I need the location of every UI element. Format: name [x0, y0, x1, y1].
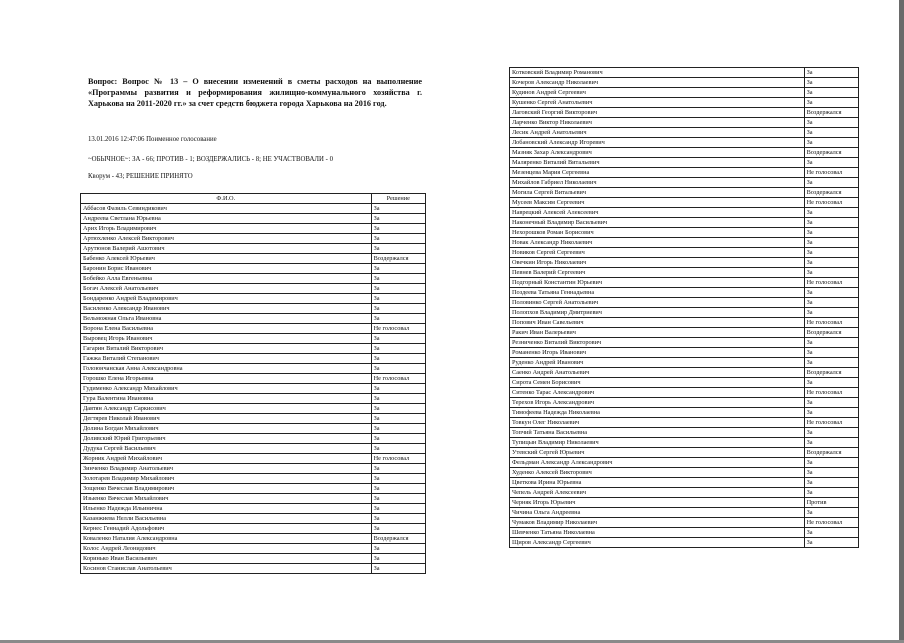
deputy-name: Цветкова Ирина Юрьевна [510, 478, 805, 488]
quorum-result: Кворум - 43; РЕШЕНИЕ ПРИНЯТО [88, 173, 193, 180]
table-row [81, 374, 426, 384]
vote-decision: Воздержался [371, 534, 425, 544]
table-row [81, 424, 426, 434]
table-row [510, 318, 859, 328]
deputy-name: Артюхленко Алексей Викторович [81, 234, 372, 244]
table-row [81, 484, 426, 494]
vote-decision: За [804, 68, 858, 78]
deputy-name: Арих Игорь Владимирович [81, 224, 372, 234]
deputy-name: Романенко Игорь Иванович [510, 348, 805, 358]
deputy-name: Саенко Андрей Анатольевич [510, 368, 805, 378]
deputy-name: Долина Богдан Михайлович [81, 424, 372, 434]
vote-decision: За [804, 428, 858, 438]
deputy-name: Мезенцева Мария Сергеевна [510, 168, 805, 178]
table-row [510, 358, 859, 368]
table-row [81, 324, 426, 334]
vote-decision: За [804, 118, 858, 128]
vote-decision: За [804, 88, 858, 98]
deputy-name: Гажжа Виталий Степанович [81, 354, 372, 364]
deputy-name: Гагарин Виталий Викторович [81, 344, 372, 354]
header-vote: Решение [371, 194, 425, 204]
vote-decision: За [371, 554, 425, 564]
vote-decision: За [371, 334, 425, 344]
deputy-name: Кудинов Андрей Сергеевич [510, 88, 805, 98]
table-row [510, 338, 859, 348]
table-row [510, 348, 859, 358]
deputy-name: Руденко Андрей Иванович [510, 358, 805, 368]
vote-decision: За [804, 438, 858, 448]
deputy-name: Лобановский Александр Игоревич [510, 138, 805, 148]
table-row [510, 368, 859, 378]
vote-decision: За [804, 358, 858, 368]
vote-decision: За [804, 228, 858, 238]
table-row [510, 218, 859, 228]
vote-decision: Не голосовал [804, 388, 858, 398]
vote-decision: За [371, 434, 425, 444]
vote-decision: За [804, 508, 858, 518]
table-row [510, 458, 859, 468]
table-row [510, 178, 859, 188]
deputy-name: Певнев Валерий Сергеевич [510, 268, 805, 278]
table-row [81, 394, 426, 404]
table-row [510, 328, 859, 338]
table-row [510, 78, 859, 88]
deputy-name: Мусеев Максим Сергеевич [510, 198, 805, 208]
deputy-name: Коринько Иван Васильевич [81, 554, 372, 564]
vote-decision: За [371, 364, 425, 374]
deputy-name: Ракич Иван Валерьевич [510, 328, 805, 338]
vote-decision: За [371, 244, 425, 254]
deputy-name: Кернес Геннадий Адольфович [81, 524, 372, 534]
table-row [510, 228, 859, 238]
vote-decision: За [804, 258, 858, 268]
vote-decision: Воздержался [371, 254, 425, 264]
deputy-name: Зощенко Вячеслав Владимирович [81, 484, 372, 494]
table-row [510, 308, 859, 318]
deputy-name: Котковский Владимир Романович [510, 68, 805, 78]
table-row [81, 414, 426, 424]
vote-decision: За [371, 444, 425, 454]
table-row [510, 438, 859, 448]
vote-decision: За [804, 178, 858, 188]
deputy-name: Косинов Станислав Анатольевич [81, 564, 372, 574]
table-row [510, 248, 859, 258]
vote-decision: За [804, 218, 858, 228]
table-row [81, 434, 426, 444]
vote-decision: За [804, 308, 858, 318]
table-row [510, 298, 859, 308]
deputy-name: Чичина Ольга Андреевна [510, 508, 805, 518]
table-row [510, 188, 859, 198]
vote-decision: За [371, 314, 425, 324]
vote-decision: Не голосовал [804, 418, 858, 428]
table-row [81, 314, 426, 324]
deputy-name: Попович Иван Савельевич [510, 318, 805, 328]
vote-decision: За [804, 98, 858, 108]
table-row [510, 288, 859, 298]
deputy-name: Зинченко Владимир Анатольевич [81, 464, 372, 474]
table-row [81, 444, 426, 454]
deputy-name: Чепель Андрей Алексеевич [510, 488, 805, 498]
table-row [510, 508, 859, 518]
vote-decision: За [371, 474, 425, 484]
vote-decision: Не голосовал [804, 278, 858, 288]
deputy-name: Черняк Игорь Юрьевич [510, 498, 805, 508]
vote-decision: За [371, 214, 425, 224]
question-heading: Вопрос: Вопрос № 13 – О внесении изменений в сметы расходов на выполнение «Программы развития и реформирования жилищно-коммунального хозяйства г. Харькова на 2011-2020 гг.» за счет средств бюджета города Харькова на 2016 год. [88, 77, 422, 109]
deputy-name: Кушенко Сергей Анатольевич [510, 98, 805, 108]
vote-decision: За [371, 264, 425, 274]
vote-decision: За [371, 274, 425, 284]
table-row [81, 204, 426, 214]
table-header-row [81, 194, 426, 204]
vote-decision: Не голосовал [804, 168, 858, 178]
deputy-name: Бондаренко Андрей Владимирович [81, 294, 372, 304]
deputy-name: Подгорный Константин Юрьевич [510, 278, 805, 288]
deputy-name: Терехов Игорь Александрович [510, 398, 805, 408]
table-row [81, 464, 426, 474]
vote-decision: За [371, 464, 425, 474]
table-row [510, 408, 859, 418]
table-row [81, 284, 426, 294]
vote-decision: Воздержался [804, 148, 858, 158]
table-row [81, 494, 426, 504]
vote-decision: За [804, 408, 858, 418]
table-row [81, 524, 426, 534]
table-row [510, 428, 859, 438]
vote-decision: За [371, 224, 425, 234]
table-row [510, 148, 859, 158]
vote-decision: Воздержался [804, 108, 858, 118]
vote-decision: За [371, 354, 425, 364]
deputy-name: Утевский Сергей Юрьевич [510, 448, 805, 458]
table-row [510, 518, 859, 528]
deputy-name: Маляренко Виталий Витальевич [510, 158, 805, 168]
deputy-name: Михайлов Габриел Николаевич [510, 178, 805, 188]
table-row [81, 264, 426, 274]
deputy-name: Резниченко Виталий Викторович [510, 338, 805, 348]
deputy-name: Бабенко Алексей Юрьевич [81, 254, 372, 264]
table-row [510, 118, 859, 128]
vote-decision: За [804, 268, 858, 278]
deputy-name: Нехорошков Роман Борисович [510, 228, 805, 238]
deputy-name: Овечкин Игорь Николаевич [510, 258, 805, 268]
vote-decision: За [804, 398, 858, 408]
deputy-name: Товкун Олег Николаевич [510, 418, 805, 428]
table-row [510, 488, 859, 498]
table-row [81, 454, 426, 464]
table-row [510, 168, 859, 178]
vote-decision: За [371, 504, 425, 514]
deputy-name: Худенко Алексей Викторович [510, 468, 805, 478]
vote-decision: Воздержался [804, 448, 858, 458]
vote-decision: Против [804, 498, 858, 508]
deputy-name: Тимофеева Надежда Николаевна [510, 408, 805, 418]
table-row [81, 534, 426, 544]
vote-decision: За [804, 478, 858, 488]
deputy-name: Новиков Сергей Сергеевич [510, 248, 805, 258]
table-row [510, 278, 859, 288]
table-row [81, 354, 426, 364]
deputy-name: Лаговский Георгий Викторович [510, 108, 805, 118]
header-name: Ф.И.О. [81, 194, 372, 204]
vote-decision: За [371, 384, 425, 394]
vote-decision: За [371, 344, 425, 354]
table-row [81, 514, 426, 524]
vote-decision: За [804, 488, 858, 498]
deputy-name: Вельможная Ольга Ивановна [81, 314, 372, 324]
table-row [510, 158, 859, 168]
vote-decision: За [371, 424, 425, 434]
deputy-name: Ильенко Надежда Ильинична [81, 504, 372, 514]
table-row [81, 404, 426, 414]
deputy-name: Аббасов Фазиль Севиндикович [81, 204, 372, 214]
table-row [510, 98, 859, 108]
table-row [510, 448, 859, 458]
vote-decision: Не голосовал [804, 518, 858, 528]
table-row [510, 208, 859, 218]
vote-decision: За [804, 158, 858, 168]
table-row [510, 478, 859, 488]
deputy-name: Голоюнчанская Анна Александровна [81, 364, 372, 374]
table-row [510, 388, 859, 398]
table-row [510, 68, 859, 78]
vote-decision: За [371, 404, 425, 414]
deputy-name: Арутюнов Валерий Ашотович [81, 244, 372, 254]
vote-decision: За [804, 378, 858, 388]
deputy-name: Половинко Сергей Анатольевич [510, 298, 805, 308]
table-row [81, 214, 426, 224]
deputy-name: Дегтярев Николай Иванович [81, 414, 372, 424]
table-row [81, 254, 426, 264]
table-row [81, 384, 426, 394]
table-row [81, 224, 426, 234]
deputy-name: Жорник Андрей Михайлович [81, 454, 372, 464]
deputy-name: Казанжиева Нелли Васильевна [81, 514, 372, 524]
table-row [510, 88, 859, 98]
deputy-name: Могила Сергей Витальевич [510, 188, 805, 198]
deputy-name: Фельдман Александр Александрович [510, 458, 805, 468]
deputy-name: Коваленко Наталия Александровна [81, 534, 372, 544]
vote-decision: За [804, 528, 858, 538]
table-row [510, 138, 859, 148]
table-row [81, 234, 426, 244]
vote-decision: Не голосовал [804, 318, 858, 328]
vote-table-left [80, 193, 426, 574]
deputy-name: Полопхов Владимир Дмитриевич [510, 308, 805, 318]
deputy-name: Изыенко Вячеслав Михайлович [81, 494, 372, 504]
deputy-name: Давтян Александр Саркисович [81, 404, 372, 414]
vote-decision: За [804, 128, 858, 138]
vote-decision: За [804, 208, 858, 218]
vote-decision: За [371, 524, 425, 534]
vote-decision: За [804, 78, 858, 88]
vote-decision: Не голосовал [371, 324, 425, 334]
deputy-name: Ситенко Тарас Александрович [510, 388, 805, 398]
deputy-name: Золотарев Владимир Михайлович [81, 474, 372, 484]
deputy-name: Лесик Андрей Анатольевич [510, 128, 805, 138]
table-row [81, 564, 426, 574]
deputy-name: Василенко Александр Иванович [81, 304, 372, 314]
table-row [510, 198, 859, 208]
table-row [81, 364, 426, 374]
deputy-name: Доливский Юрий Григорьевич [81, 434, 372, 444]
deputy-name: Андреева Светлана Юрьевна [81, 214, 372, 224]
deputy-name: Богач Алексей Анатольевич [81, 284, 372, 294]
vote-decision: За [371, 304, 425, 314]
vote-decision: За [371, 564, 425, 574]
vote-decision: За [804, 138, 858, 148]
table-row [510, 108, 859, 118]
vote-decision: За [804, 238, 858, 248]
deputy-name: Гура Валентина Ивановна [81, 394, 372, 404]
vote-decision: За [804, 458, 858, 468]
table-row [81, 344, 426, 354]
table-row [81, 244, 426, 254]
table-row [81, 294, 426, 304]
vote-decision: За [371, 494, 425, 504]
deputy-name: Горошко Елена Игорьевна [81, 374, 372, 384]
table-row [81, 504, 426, 514]
deputy-name: Чумаков Владимир Николаевич [510, 518, 805, 528]
vote-decision: За [371, 284, 425, 294]
deputy-name: Выровец Игорь Иванович [81, 334, 372, 344]
table-row [510, 468, 859, 478]
vote-decision: За [371, 414, 425, 424]
table-row [510, 538, 859, 548]
table-row [510, 498, 859, 508]
vote-summary: ~ОБЫЧНОЕ~: ЗА - 66; ПРОТИВ - 1; ВОЗДЕРЖАЛИСЬ - 8; НЕ УЧАСТВОВАЛИ - 0 [88, 156, 333, 163]
vote-decision: За [371, 514, 425, 524]
vote-decision: Не голосовал [371, 454, 425, 464]
vote-decision: За [371, 294, 425, 304]
vote-decision: За [804, 288, 858, 298]
vote-table-right [509, 67, 859, 548]
deputy-name: Наконечный Владимир Васильевич [510, 218, 805, 228]
table-row [510, 418, 859, 428]
vote-decision: Воздержался [804, 188, 858, 198]
table-row [510, 528, 859, 538]
deputy-name: Кочеров Александр Николаевич [510, 78, 805, 88]
table-row [510, 398, 859, 408]
vote-timestamp: 13.01.2016 12:47:06 Поименное голосование [88, 136, 217, 143]
deputy-name: Наврецкий Алексей Алексеевич [510, 208, 805, 218]
vote-decision: За [804, 298, 858, 308]
table-row [510, 268, 859, 278]
table-row [510, 128, 859, 138]
deputy-name: Гудименко Александр Михайлович [81, 384, 372, 394]
deputy-name: Тупицын Владимир Николаевич [510, 438, 805, 448]
deputy-name: Дудука Сергей Васильевич [81, 444, 372, 454]
vote-decision: За [371, 394, 425, 404]
vote-decision: За [804, 468, 858, 478]
table-row [81, 474, 426, 484]
vote-decision: За [371, 204, 425, 214]
deputy-name: Топчий Татьяна Васильевна [510, 428, 805, 438]
vote-decision: Не голосовал [371, 374, 425, 384]
deputy-name: Сирота Семен Борисович [510, 378, 805, 388]
deputy-name: Баронин Борис Иванович [81, 264, 372, 274]
table-row [510, 378, 859, 388]
scan-edge-right [899, 0, 904, 643]
deputy-name: Новак Александр Николаевич [510, 238, 805, 248]
table-row [81, 554, 426, 564]
table-row [81, 334, 426, 344]
vote-decision: Воздержался [804, 328, 858, 338]
table-row [81, 304, 426, 314]
deputy-name: Мазняк Захар Александрович [510, 148, 805, 158]
vote-decision: За [804, 538, 858, 548]
deputy-name: Колос Андрей Леонидович [81, 544, 372, 554]
table-row [510, 238, 859, 248]
vote-decision: За [804, 348, 858, 358]
deputy-name: Шевченко Татьяна Николаевна [510, 528, 805, 538]
vote-decision: За [371, 544, 425, 554]
vote-decision: За [804, 248, 858, 258]
table-row [81, 544, 426, 554]
vote-decision: За [371, 234, 425, 244]
vote-decision: Воздержался [804, 368, 858, 378]
deputy-name: Ларченко Виктор Николаевич [510, 118, 805, 128]
deputy-name: Поздеева Татьяна Геннадьевна [510, 288, 805, 298]
deputy-name: Бобейко Алла Евгеньевна [81, 274, 372, 284]
table-row [81, 274, 426, 284]
vote-decision: Не голосовал [804, 198, 858, 208]
deputy-name: Ворона Елена Васильевна [81, 324, 372, 334]
vote-decision: За [371, 484, 425, 494]
vote-decision: За [804, 338, 858, 348]
deputy-name: Щиров Александр Сергеевич [510, 538, 805, 548]
table-row [510, 258, 859, 268]
